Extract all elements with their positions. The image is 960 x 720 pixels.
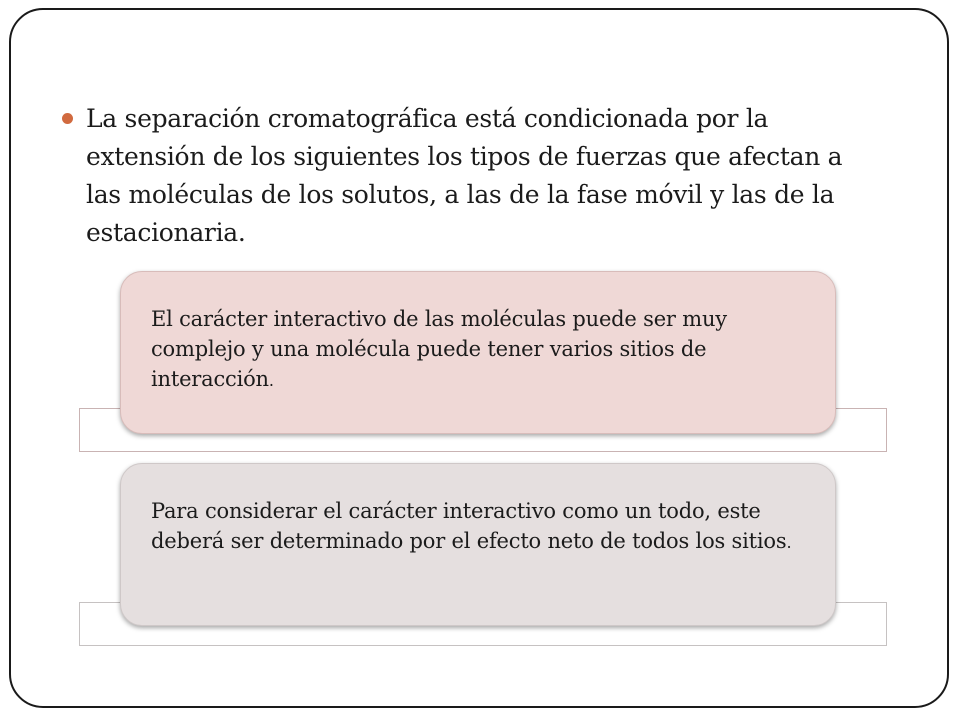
card-1-text [151, 304, 805, 396]
card-2-body: Para considerar el carácter interactivo como un todo, este deberá ser determinado por el efecto neto de todos los sitios [151, 499, 787, 553]
bullet-point [62, 100, 862, 252]
card-2-period: . [786, 533, 792, 552]
bullet-dot-icon [62, 113, 73, 124]
bullet-text: La separación cromatográfica está condicionada por la extensión de los siguientes los tipos de fuerzas que afectan a las moléculas de los solutos, a las de la fase móvil y las de la estacionaria. [86, 104, 843, 247]
card-1 [120, 271, 836, 434]
card-2-text [151, 496, 805, 558]
card-2 [120, 463, 836, 626]
card-1-body: El carácter interactivo de las moléculas puede ser muy complejo y una molécula puede tener varios sitios de interacción [151, 307, 727, 391]
card-1-period: . [268, 371, 274, 390]
